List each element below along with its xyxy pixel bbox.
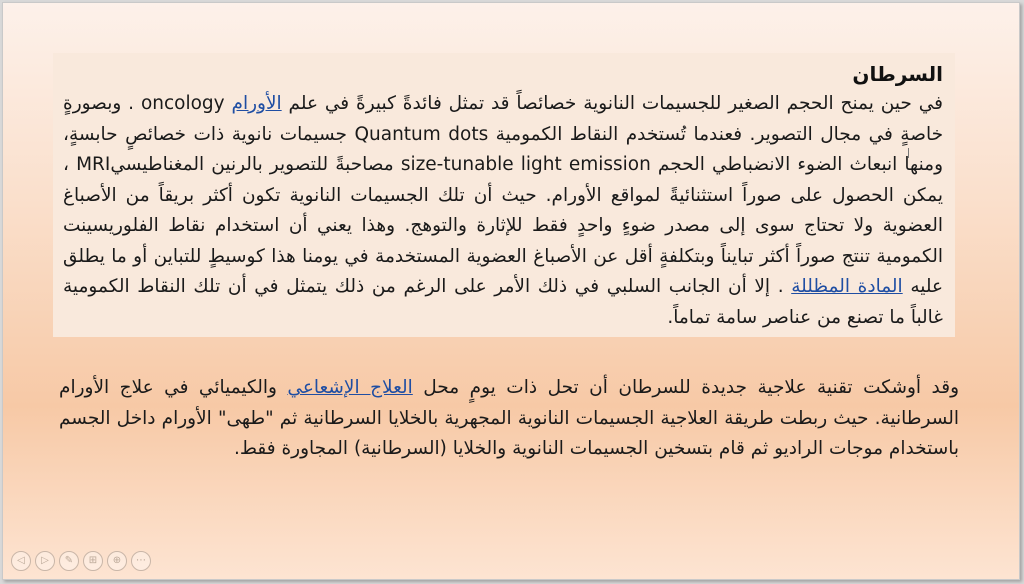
link-oncology[interactable]: الأورام bbox=[231, 93, 282, 114]
paragraph-text: oncology . وبصورةٍ خاصةٍ في مجال التصوير. فعندما تُستخدم النقاط الكمومية Quantum dots جسيمات نانوية ذات خصائصٍ حابسةٍ، ومنها انبعاث الضوء الانضباطي الحجم size-tunable light emission مصاحبةً للتصوير بالرنين المغناطيسيMRI ، يمكن الحصول على صوراً استثنائيةً لمواقع الأورام. حيث أن تلك الجسيمات النانوية تكون أكثر بريقاً من الأصباغ العضوية ولا تحتاج سوى إلى مصدر ضوءٍ واحدٍ فقط للإثارة والتوهج. وهذا يعني أن استخدام نقاط الفلوريسينت الكمومية تنتج صوراً أكثر تبايناً وبتكلفةٍ أقل عن الأصباغ العضوية المستخدمة في يومنا هذا كوسيطٍ للتباين أو ما يطلق عليه bbox=[63, 93, 944, 297]
paragraph-text: والكيميائي في علاج الأورام السرطانية. حيث ربطت طريقة العلاجية الجسيمات النانوية المجهرية بالخلايا السرطانية ثم "طهى" الأورام داخل الجسم باستخدام موجات الراديو ثم قام بتسخين الجسيمات النانوية والخلايا (السرطانية) المجاورة فقط. bbox=[59, 377, 959, 459]
link-radiotherapy[interactable]: العلاج الإشعاعي bbox=[287, 377, 413, 398]
link-contrast-agent[interactable]: المادة المظللة bbox=[791, 276, 903, 297]
zoom-icon[interactable]: ⊕ bbox=[107, 551, 127, 571]
paragraph-text: في حين يمنح الحجم الصغير للجسيمات النانوية خصائصاً قد تمثل فائدةً كبيرةً في علم bbox=[281, 93, 943, 114]
next-icon[interactable]: ▷ bbox=[35, 551, 55, 571]
slides-grid-icon[interactable]: ⊞ bbox=[83, 551, 103, 571]
more-icon[interactable]: ⋯ bbox=[131, 551, 151, 571]
paragraph-therapy[interactable] bbox=[55, 373, 963, 465]
slide-title: السرطان bbox=[852, 62, 943, 86]
previous-icon[interactable]: ◁ bbox=[11, 551, 31, 571]
text-cursor bbox=[908, 148, 915, 158]
slideshow-controls bbox=[11, 551, 151, 571]
slide bbox=[2, 2, 1020, 580]
paragraph-text: وقد أوشكت تقنية علاجية جديدة للسرطان أن تحل ذات يومٍ محل bbox=[412, 377, 960, 398]
paragraph-text: . إلا أن الجانب السلبي في ذلك الأمر على الرغم من ذلك يتمثل في أن تلك النقاط الكمومية غالباً ما تصنع من عناصر سامة تماماً. bbox=[63, 276, 943, 328]
text-box-oncology[interactable] bbox=[53, 53, 955, 337]
paragraph-oncology bbox=[63, 89, 943, 333]
pen-icon[interactable]: ✎ bbox=[59, 551, 79, 571]
